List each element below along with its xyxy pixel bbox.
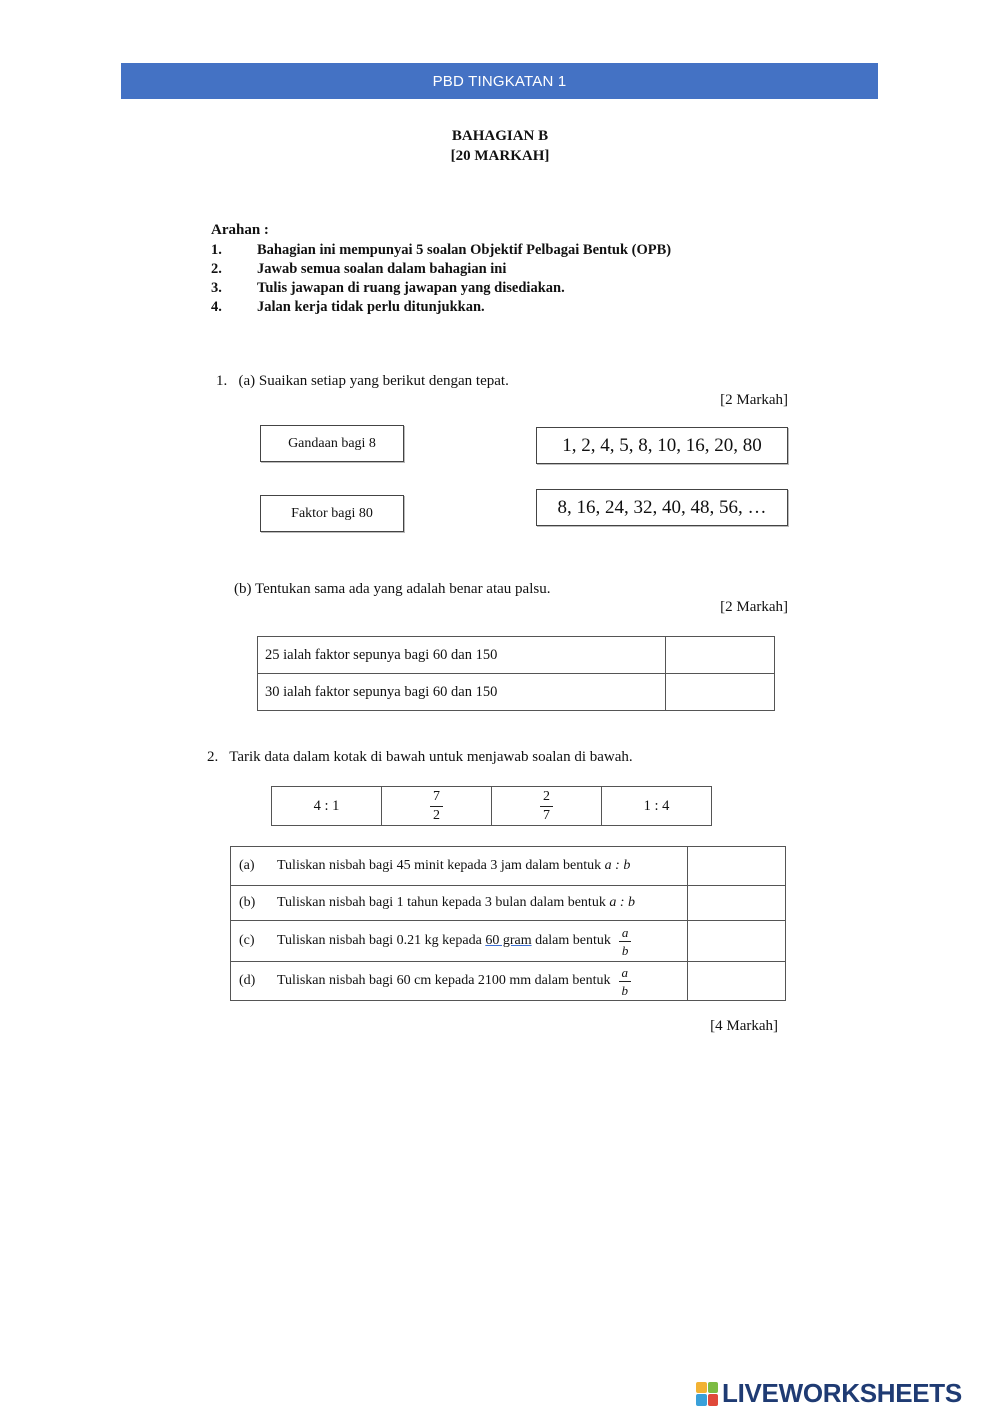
answer-drop-cell[interactable] xyxy=(688,847,786,886)
ratio-question-table xyxy=(230,846,786,1001)
drag-item-frac-2-7[interactable] xyxy=(492,787,602,826)
header-title: PBD TINGKATAN 1 xyxy=(432,72,567,90)
instruction-text: Tulis jawapan di ruang jawapan yang disediakan. xyxy=(257,280,565,296)
question-text: Tuliskan nisbah bagi 0.21 kg kepada 60 gram dalam bentuk xyxy=(277,933,611,948)
question-text: Tuliskan nisbah bagi 45 minit kepada 3 jam dalam bentuk a : b xyxy=(277,858,631,873)
q1b-text: (b) Tentukan sama ada yang adalah benar atau palsu. xyxy=(234,581,551,597)
table-row xyxy=(258,637,775,674)
liveworksheets-logo xyxy=(696,1378,962,1409)
fraction xyxy=(540,790,553,823)
drag-item-ratio-4-1[interactable] xyxy=(272,787,382,826)
drag-data-table xyxy=(271,786,712,826)
table-row xyxy=(231,847,786,886)
q2-marks: [4 Markah] xyxy=(710,1018,778,1034)
instruction-text: Jalan kerja tidak perlu ditunjukkan. xyxy=(257,299,485,315)
table-row xyxy=(258,674,775,711)
instruction-item xyxy=(211,299,485,316)
section-title: BAHAGIAN B xyxy=(451,128,549,144)
drag-item-label: 1 : 4 xyxy=(643,797,670,814)
q1a-marks: [2 Markah] xyxy=(720,392,788,408)
instruction-item xyxy=(211,242,671,259)
header-bar xyxy=(121,63,878,99)
match-right-box-2[interactable] xyxy=(536,489,788,526)
table-row xyxy=(272,787,712,826)
match-left-label: Gandaan bagi 8 xyxy=(288,435,376,451)
question-text: Tuliskan nisbah bagi 1 tahun kepada 3 bulan dalam bentuk a : b xyxy=(277,895,635,910)
answer-drop-cell[interactable] xyxy=(688,921,786,962)
form-fraction xyxy=(619,966,632,997)
fraction-denominator: 2 xyxy=(433,807,440,823)
statement-cell: 30 ialah faktor sepunya bagi 60 dan 150 xyxy=(258,674,666,711)
answer-drop-cell[interactable] xyxy=(688,886,786,921)
instructions-heading: Arahan : xyxy=(211,222,269,238)
instruction-number: 3. xyxy=(211,280,222,296)
match-right-label: 1, 2, 4, 5, 8, 10, 16, 20, 80 xyxy=(562,434,762,456)
table-row xyxy=(231,962,786,1001)
fraction-denominator: b xyxy=(621,982,628,998)
instruction-text: Bahagian ini mempunyai 5 soalan Objektif Pelbagai Bentuk (OPB) xyxy=(257,242,672,258)
question-form: a : b xyxy=(604,858,631,873)
instruction-number: 1. xyxy=(211,242,222,258)
fraction-numerator: 7 xyxy=(430,790,443,807)
question-label: (a) xyxy=(239,858,255,873)
question-cell xyxy=(231,847,688,886)
form-fraction xyxy=(619,926,632,957)
table-row xyxy=(231,886,786,921)
drag-item-frac-7-2[interactable] xyxy=(382,787,492,826)
q1a-text: 1. (a) Suaikan setiap yang berikut dengan tepat. xyxy=(216,373,509,389)
q1b-marks: [2 Markah] xyxy=(720,599,788,615)
instruction-number: 4. xyxy=(211,299,222,315)
fraction-numerator: a xyxy=(619,926,632,942)
match-left-box-factors[interactable] xyxy=(260,495,404,532)
liveworksheets-icon xyxy=(696,1382,718,1406)
liveworksheets-wordmark: LIVEWORKSHEETS xyxy=(722,1378,962,1408)
fraction-numerator: a xyxy=(619,966,632,982)
instruction-item xyxy=(211,280,565,297)
question-label: (c) xyxy=(239,933,255,948)
table-row xyxy=(231,921,786,962)
true-false-table xyxy=(257,636,775,711)
question-cell xyxy=(231,962,688,1001)
drag-item-label: 4 : 1 xyxy=(313,797,340,814)
question-label: (b) xyxy=(239,895,256,910)
answer-drop-cell[interactable] xyxy=(666,674,775,711)
question-form: a : b xyxy=(609,895,635,910)
question-text: Tuliskan nisbah bagi 60 cm kepada 2100 mm dalam bentuk xyxy=(277,973,611,988)
instruction-item xyxy=(211,261,506,278)
match-left-label: Faktor bagi 80 xyxy=(291,505,373,521)
drag-item-ratio-1-4[interactable] xyxy=(602,787,712,826)
fraction-numerator: 2 xyxy=(540,790,553,807)
fraction xyxy=(430,790,443,823)
match-right-label: 8, 16, 24, 32, 40, 48, 56, … xyxy=(557,496,767,518)
answer-drop-cell[interactable] xyxy=(666,637,775,674)
section-marks: [20 MARKAH] xyxy=(450,148,550,164)
question-cell xyxy=(231,886,688,921)
instruction-text: Jawab semua soalan dalam bahagian ini xyxy=(257,261,507,277)
match-right-box-1[interactable] xyxy=(536,427,788,464)
fraction-denominator: 7 xyxy=(543,807,550,823)
question-cell xyxy=(231,921,688,962)
fraction-denominator: b xyxy=(621,942,629,958)
q2-text: 2. Tarik data dalam kotak di bawah untuk menjawab soalan di bawah. xyxy=(207,749,633,765)
underlined-unit: 60 gram xyxy=(485,933,532,948)
answer-drop-cell[interactable] xyxy=(688,962,786,1001)
statement-cell: 25 ialah faktor sepunya bagi 60 dan 150 xyxy=(258,637,666,674)
match-left-box-multiples[interactable] xyxy=(260,425,404,462)
instruction-number: 2. xyxy=(211,261,222,277)
question-label: (d) xyxy=(239,973,256,988)
